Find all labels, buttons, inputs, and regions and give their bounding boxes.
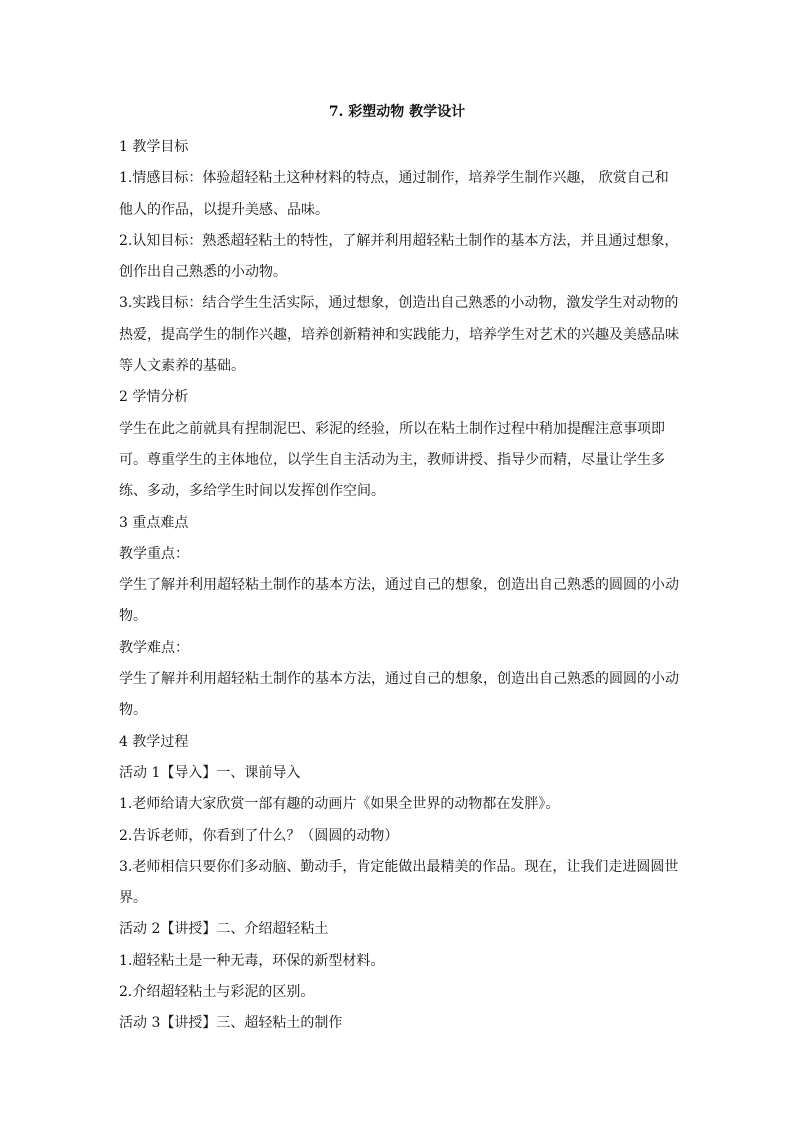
activity-1-item-2: 2.告诉老师，你看到了什么？（圆圆的动物）	[119, 827, 399, 844]
activity-3-heading: 活动 3【讲授】三、超轻粘土的制作	[119, 1015, 343, 1032]
section-heading-objectives: 1 教学目标	[119, 139, 189, 155]
section-heading-process: 4 教学过程	[119, 733, 189, 750]
activity-2-item-1: 1.超轻粘土是一种无毒，环保的新型材料。	[119, 952, 385, 969]
paragraph-difficult-point: 学生了解并利用超轻粘土制作的基本方法，通过自己的想象，创造出自己熟悉的圆圆的小动物。	[119, 671, 679, 719]
paragraph-emotional-goal: 1.情感目标：体验超轻粘土这种材料的特点，通过制作，培养学生制作兴趣， 欣赏自己和他人的作品，以提升美感、品味。	[119, 170, 669, 218]
label-key-point: 教学重点：	[119, 545, 189, 562]
activity-2-heading: 活动 2【讲授】二、介绍超轻粘土	[119, 921, 329, 938]
document-body	[119, 132, 679, 1040]
paragraph-practice-goal: 3.实践目标：结合学生生活实际，通过想象，创造出自己熟悉的小动物，激发学生对动物的热爱，提高学生的制作兴趣，培养创新精神和实践能力，培养学生对艺术的兴趣及美感品味等人文素养的基础。	[119, 295, 679, 375]
activity-1-item-3: 3.老师相信只要你们多动脑、勤动手，肯定能做出最精美的作品。现在，让我们走进圆圆世界。	[119, 858, 679, 907]
activity-2-item-2: 2.介绍超轻粘土与彩泥的区别。	[119, 984, 315, 1001]
section-heading-analysis: 2 学情分析	[119, 389, 189, 406]
label-difficult-point: 教学难点：	[119, 639, 189, 656]
activity-1-item-1: 1.老师给请大家欣赏一部有趣的动画片《如果全世界的动物都在发胖》。	[119, 796, 560, 813]
paragraph-student-analysis: 学生在此之前就具有捏制泥巴、彩泥的经验，所以在粘土制作过程中稍加提醒注意事项即可。尊重学生的主体地位，以学生自主活动为主，教师讲授、指导少而精，尽量让学生多练、多动，多给学生时间以发挥创作空间。	[119, 420, 665, 500]
section-heading-key-points: 3 重点难点	[119, 514, 189, 531]
paragraph-key-point: 学生了解并利用超轻粘土制作的基本方法，通过自己的想象，创造出自己熟悉的圆圆的小动物。	[119, 577, 679, 625]
activity-1-heading: 活动 1【导入】一、课前导入	[119, 764, 301, 781]
document-title: 7. 彩塑动物 教学设计	[328, 104, 466, 120]
paragraph-cognitive-goal: 2.认知目标：熟悉超轻粘土的特性，了解并利用超轻粘土制作的基本方法，并且通过想象，创作出自己熟悉的小动物。	[119, 232, 679, 281]
